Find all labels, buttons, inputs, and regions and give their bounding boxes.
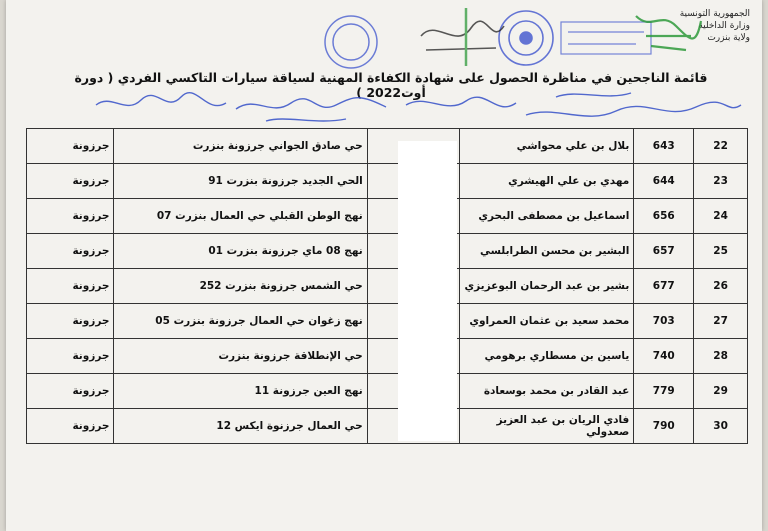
rect-stamp-right [561,22,651,54]
candidate-name: ياسين بن مسطاري برهومي [459,339,634,374]
candidate-code: 657 [634,234,694,269]
row-number: 24 [694,199,748,234]
row-number: 29 [694,374,748,409]
candidate-code: 740 [634,339,694,374]
candidate-address: نهج 08 ماي جرزونة بنزرت 01 [114,234,367,269]
candidate-address: نهج الوطن القبلي حي العمال بنزرت 07 [114,199,367,234]
candidate-city: جرزونة [27,234,114,269]
candidate-code: 779 [634,374,694,409]
table-row [27,164,748,199]
document-title: قائمة الناجحين في مناظرة الحصول على شهادة الكفاءة المهنية لسياقة سيارات التاكسي الفردي ( دورة أوت2022 ) [74,70,708,100]
candidate-address: حي الإنطلاقة جرزونة بنزرت [114,339,367,374]
candidate-code: 677 [634,269,694,304]
row-number: 26 [694,269,748,304]
candidate-city: جرزونة [27,374,114,409]
row-number: 25 [694,234,748,269]
candidate-code: 703 [634,304,694,339]
candidate-city: جرزونة [27,269,114,304]
green-signature-stamp [636,16,701,50]
round-stamp-left [325,16,377,68]
row-number: 23 [694,164,748,199]
candidate-code: 644 [634,164,694,199]
table-row [27,409,748,444]
candidate-city: جرزونة [27,164,114,199]
header-line: ولاية بنزرت [707,33,750,43]
round-stamp-center [499,11,553,65]
candidate-name: فادي الريان بن عبد العزيز صعدولي [459,409,634,444]
row-number: 30 [694,409,748,444]
candidate-code: 790 [634,409,694,444]
redaction-block [398,141,457,441]
candidate-name: البشير بن محسن الطرابلسي [459,234,634,269]
candidate-address: حي صادق الجواني جرزونة بنزرت [114,129,367,164]
document-page [6,0,762,531]
official-stamps [306,6,706,76]
candidate-name: مهدي بن علي الهيشري [459,164,634,199]
candidate-city: جرزونة [27,339,114,374]
table-row [27,374,748,409]
candidate-address: حي الشمس جرزونة بنزرت 252 [114,269,367,304]
results-table [26,128,748,444]
candidate-name: عبد القادر بن محمد بوسعادة [459,374,634,409]
candidate-city: جرزونة [27,409,114,444]
candidate-city: جرزونة [27,129,114,164]
row-number: 22 [694,129,748,164]
table-row [27,129,748,164]
table-row [27,269,748,304]
table-row [27,199,748,234]
header-line: الجمهورية التونسية [679,9,750,19]
row-number: 28 [694,339,748,374]
candidate-city: جرزونة [27,199,114,234]
row-number: 27 [694,304,748,339]
candidate-address: الحي الجديد جرزونة بنزرت 91 [114,164,367,199]
candidate-name: بلال بن علي محواشي [459,129,634,164]
candidate-address: حي العمال جرزنوة ايكس 12 [114,409,367,444]
candidate-code: 656 [634,199,694,234]
black-scribble-stamp [421,8,504,66]
header-line: وزارة الداخلية [698,21,750,31]
candidate-name: بشير بن عبد الرحمان البوعزيزي [459,269,634,304]
candidate-name: اسماعيل بن مصطفى البحري [459,199,634,234]
table-row [27,304,748,339]
table-row [27,234,748,269]
candidate-address: نهج العين جرزونة 11 [114,374,367,409]
candidate-city: جرزونة [27,304,114,339]
handwritten-signatures [86,85,746,130]
candidate-name: محمد سعيد بن عثمان العمراوي [459,304,634,339]
table-row [27,339,748,374]
candidate-address: نهج زغوان حي العمال جرزونة بنزرت 05 [114,304,367,339]
candidate-code: 643 [634,129,694,164]
